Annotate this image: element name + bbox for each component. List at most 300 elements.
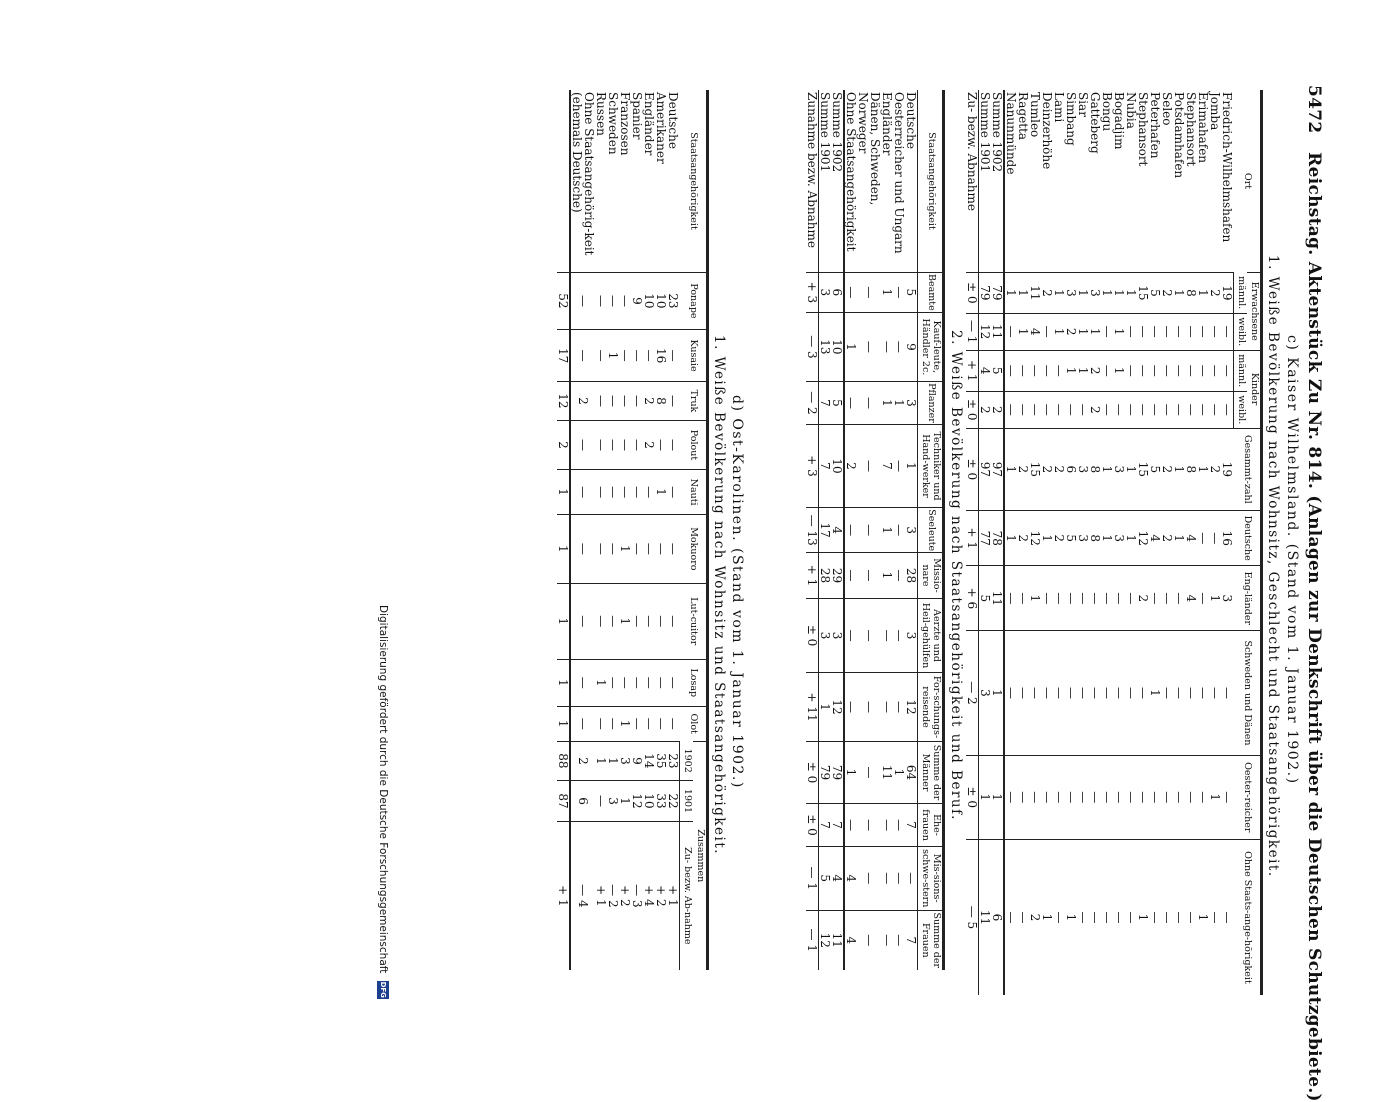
cell-value: —	[1221, 839, 1234, 995]
cell-value: —	[857, 741, 881, 804]
cell-value: —	[1041, 391, 1053, 428]
cell-value: 1	[1173, 273, 1185, 314]
cell-value: —	[1101, 566, 1113, 631]
col-header: Kinder	[1247, 350, 1261, 428]
cell-value: 6	[1065, 428, 1077, 510]
cell-value: 9	[631, 741, 643, 781]
cell-value: 16	[655, 329, 667, 381]
cell-value: 3	[1089, 273, 1101, 314]
cell-value: —	[857, 673, 881, 741]
table-row	[893, 90, 905, 970]
cell-value: —	[607, 514, 619, 583]
cell-value: —	[1125, 566, 1137, 631]
cell-value: —	[1185, 839, 1197, 995]
cell-value: 2	[1089, 350, 1101, 391]
cell-value: —	[607, 420, 619, 470]
col-header: Mis-sions-schwe-stern	[918, 846, 944, 910]
cell-value: —	[595, 583, 607, 659]
cell-value: 7	[819, 382, 832, 425]
cell-value: 1	[655, 470, 667, 515]
cell-value: 33	[655, 781, 667, 821]
cell-value: 1	[881, 382, 893, 425]
table-c2	[806, 90, 945, 970]
cell-value: 1	[1053, 273, 1065, 314]
header-text: Reichstag. Aktenstück Zu Nr. 814. (Anlagen zur Denkschrift über die Deutschen Schutzgebiete.)	[1304, 152, 1324, 1102]
cell-value: —	[857, 382, 881, 425]
cell-value: —	[844, 673, 857, 741]
cell-value: 1	[1197, 839, 1209, 995]
table-d1	[557, 90, 709, 970]
cell-value: —	[1149, 839, 1161, 995]
cell-value: —	[570, 420, 595, 470]
cell-value: 3	[905, 598, 918, 673]
cell-value: 1	[619, 781, 631, 821]
cell-value: 5	[819, 846, 832, 910]
cell-value: —	[631, 470, 643, 515]
sub-header: männl.	[1234, 350, 1247, 391]
cell-value: 2	[1029, 839, 1041, 995]
cell-value: —	[857, 804, 881, 847]
cell-value: —	[1113, 839, 1125, 995]
cell-value: 12	[979, 313, 992, 350]
cell-value: —	[643, 470, 655, 515]
cell-value: 2	[1053, 428, 1065, 510]
cell-value: —	[1137, 350, 1149, 391]
cell-value: 3	[1221, 566, 1234, 631]
cell-value: —	[1209, 391, 1221, 428]
sum-row	[979, 90, 992, 995]
cell-value: 52	[557, 273, 570, 330]
cell-value: —	[1125, 313, 1137, 350]
col-header: Summe der Frauen	[918, 910, 944, 970]
cell-value: 88	[557, 741, 570, 781]
cell-value: —	[570, 329, 595, 381]
cell-value: 2	[1053, 511, 1065, 566]
table-row	[1221, 90, 1234, 995]
cell-value: 3	[1113, 428, 1125, 510]
cell-value: 2	[643, 382, 655, 420]
row-label: Summe 1902	[831, 90, 844, 273]
cell-value: 1	[1004, 273, 1017, 314]
cell-value: 2	[1209, 273, 1221, 314]
row-label: Tumleo	[1028, 92, 1043, 138]
cell-value: 6	[991, 839, 1004, 995]
cell-value: —	[1065, 391, 1077, 428]
cell-value: —	[881, 312, 893, 381]
table-row	[1065, 90, 1077, 995]
row-label: Seleo	[1160, 92, 1175, 126]
cell-value: 1	[1113, 273, 1125, 314]
cell-value: 17	[557, 329, 570, 381]
cell-value: 1	[595, 741, 607, 781]
cell-value: —	[1053, 755, 1065, 839]
cell-value: —	[1173, 631, 1185, 755]
cell-value: —	[881, 846, 893, 910]
cell-value: 4	[831, 846, 844, 910]
cell-value: —	[881, 910, 893, 970]
cell-value: —	[607, 470, 619, 515]
cell-value: 35	[655, 741, 667, 781]
table-row	[1149, 90, 1161, 995]
cell-value: 2	[1089, 391, 1101, 428]
cell-value: 7	[905, 804, 918, 847]
cell-value: —	[607, 583, 619, 659]
cell-value: —	[667, 514, 680, 583]
cell-value: —	[1197, 313, 1209, 350]
cell-value: 1	[557, 659, 570, 706]
cell-value: 5	[905, 273, 918, 313]
row-label: Stephansort	[1136, 92, 1151, 167]
cell-value: 1	[595, 659, 607, 706]
cell-value: 1	[1029, 566, 1041, 631]
cell-value: —	[1077, 566, 1089, 631]
cell-value: ± 0	[966, 273, 979, 314]
cell-value: 11	[1029, 273, 1041, 314]
cell-value: —	[1029, 350, 1041, 391]
cell-value: 1	[1209, 755, 1221, 839]
cell-value: 1	[1197, 428, 1209, 510]
col-header: Beamte	[918, 273, 944, 313]
row-label: Oesterreicher und Ungarn	[892, 92, 907, 254]
cell-value: —	[619, 420, 631, 470]
cell-value: —	[881, 804, 893, 847]
cell-value: 19	[1221, 428, 1234, 510]
sum-row	[819, 90, 832, 970]
cell-value: 2	[570, 741, 595, 781]
row-label: Friedrich-Wilhelmshafen	[1220, 92, 1235, 243]
section-d-heading: d) Ost-Karolinen. (Stand vom 1. Januar 1902.)	[729, 395, 745, 789]
cell-value: —	[595, 420, 607, 470]
cell-value: 1	[1077, 313, 1089, 350]
cell-value: 1	[893, 741, 905, 804]
cell-value: + 1	[557, 821, 570, 970]
cell-value: 1	[1197, 273, 1209, 314]
cell-value: 16	[1221, 511, 1234, 566]
cell-value: 3	[905, 508, 918, 553]
cell-value: —	[643, 329, 655, 381]
cell-value: —	[655, 514, 667, 583]
cell-value: 97	[979, 428, 992, 510]
table-c1-caption: 1. Weiße Bevölkerung nach Wohnsitz, Geschlecht und Staatsangehörigkeit.	[1265, 255, 1281, 878]
cell-value: 2	[1041, 273, 1053, 314]
cell-value: —	[1221, 755, 1234, 839]
cell-value: —	[1004, 631, 1017, 755]
cell-value: ± 0	[806, 741, 819, 804]
cell-value: 8	[1089, 511, 1101, 566]
cell-value: — 2	[607, 821, 619, 970]
table-row	[643, 90, 655, 970]
cell-value: 1	[1137, 839, 1149, 995]
cell-value: —	[667, 583, 680, 659]
cell-value: 6	[831, 273, 844, 313]
cell-value: —	[1209, 631, 1221, 755]
col-header: Techniker und Hand-werker	[918, 424, 944, 507]
cell-value: 7	[881, 424, 893, 507]
cell-value: 28	[819, 553, 832, 599]
cell-value: —	[1041, 755, 1053, 839]
cell-value: — 1	[806, 910, 819, 970]
cell-value: 12	[1137, 511, 1149, 566]
cell-value: —	[1173, 755, 1185, 839]
row-label: Franzosen	[618, 92, 633, 156]
cell-value: —	[655, 420, 667, 470]
cell-value: 1	[1173, 511, 1185, 566]
cell-value: 1	[1113, 313, 1125, 350]
cell-value: 23	[667, 273, 680, 330]
diff-row	[966, 90, 979, 995]
row-label: Peterhafen	[1148, 92, 1163, 159]
cell-value: 3	[1065, 273, 1077, 314]
table-row	[1077, 90, 1089, 995]
col-header: Kusaie	[680, 329, 708, 381]
table-c1	[966, 90, 1263, 995]
cell-value: —	[1017, 839, 1029, 995]
cell-value: 1	[557, 706, 570, 741]
cell-value: 3	[619, 741, 631, 781]
row-label: Amerikaner	[654, 92, 669, 164]
cell-value: 1	[1017, 273, 1029, 314]
col-header: Aerzte und Heil-gehülfen	[918, 598, 944, 673]
cell-value: 1	[1065, 839, 1077, 995]
row-label: Russen	[594, 92, 609, 136]
row-label: Erimahafen	[1196, 92, 1211, 164]
cell-value: —	[1161, 566, 1173, 631]
cell-value: —	[1017, 631, 1029, 755]
cell-value: 10	[831, 424, 844, 507]
cell-value: —	[595, 514, 607, 583]
col-header: Missio-nare	[918, 553, 944, 599]
col-header: Nauti	[680, 470, 708, 515]
cell-value: —	[631, 583, 643, 659]
cell-value: —	[1004, 391, 1017, 428]
cell-value: 5	[1149, 428, 1161, 510]
col-header: Gesammt-zahl	[1234, 428, 1262, 510]
cell-value: 5	[1065, 511, 1077, 566]
cell-value: 4	[979, 350, 992, 391]
cell-value: 1	[1077, 273, 1089, 314]
cell-value: —	[1101, 839, 1113, 995]
cell-value: —	[667, 329, 680, 381]
cell-value: —	[1017, 391, 1029, 428]
cell-value: —	[595, 470, 607, 515]
cell-value: —	[643, 583, 655, 659]
cell-value: — 2	[966, 631, 979, 755]
cell-value: 3	[1113, 511, 1125, 566]
cell-value: —	[1004, 350, 1017, 391]
cell-value: 11	[831, 910, 844, 970]
cell-value: —	[631, 329, 643, 381]
cell-value: —	[893, 508, 905, 553]
cell-value: 2	[557, 420, 570, 470]
cell-value: 1	[1053, 313, 1065, 350]
row-label: Spanier	[630, 92, 645, 140]
cell-value: —	[1089, 631, 1101, 755]
cell-value: —	[1017, 350, 1029, 391]
cell-value: ± 0	[966, 428, 979, 510]
row-label: Engländer	[642, 92, 657, 156]
cell-value: 2	[991, 391, 1004, 428]
cell-value: —	[1173, 566, 1185, 631]
cell-value: —	[1149, 313, 1161, 350]
cell-value: 1	[905, 424, 918, 507]
cell-value: 22	[667, 781, 680, 821]
table-row	[595, 90, 607, 970]
cell-value: 1	[844, 312, 857, 381]
row-label: Lami	[1052, 92, 1067, 123]
row-label: Ohne Staatsangehörig-keit (ehemals Deutsche)	[570, 92, 597, 256]
col-header: Staatsangehörigkeit	[688, 132, 700, 230]
cell-value: 1	[619, 514, 631, 583]
cell-value: 5	[831, 382, 844, 425]
cell-value: —	[1137, 313, 1149, 350]
cell-value: —	[1137, 391, 1149, 428]
cell-value: —	[893, 673, 905, 741]
cell-value: —	[595, 706, 607, 741]
cell-value: —	[619, 329, 631, 381]
cell-value: 87	[557, 781, 570, 821]
table-row	[905, 90, 918, 970]
table-row	[667, 90, 680, 970]
cell-value: 7	[819, 424, 832, 507]
cell-value: —	[1173, 839, 1185, 995]
cell-value: —	[844, 382, 857, 425]
table-row	[1029, 90, 1041, 995]
cell-value: —	[893, 312, 905, 381]
cell-value: 1	[1065, 350, 1077, 391]
cell-value: —	[1041, 313, 1053, 350]
cell-value: + 1	[595, 821, 607, 970]
cell-value: —	[1161, 755, 1173, 839]
cell-value: —	[631, 420, 643, 470]
cell-value: —	[1149, 566, 1161, 631]
cell-value: 10	[643, 781, 655, 821]
cell-value: 9	[905, 312, 918, 381]
cell-value: ± 0	[806, 804, 819, 847]
cell-value: —	[619, 659, 631, 706]
cell-value: —	[1065, 755, 1077, 839]
cell-value: —	[1004, 566, 1017, 631]
row-label: Simbang	[1064, 92, 1079, 146]
cell-value: 79	[831, 741, 844, 804]
cell-value: 7	[831, 804, 844, 847]
col-header: Staatsangehörigkeit	[918, 90, 944, 273]
cell-value: —	[1041, 566, 1053, 631]
cell-value: —	[667, 659, 680, 706]
cell-value: —	[595, 273, 607, 330]
cell-value: 3	[831, 598, 844, 673]
row-label: Potsdamhafen	[1172, 92, 1187, 179]
cell-value: 3	[819, 273, 832, 313]
row-label: Jomba	[1208, 92, 1223, 131]
cell-value: 8	[1185, 273, 1197, 314]
col-header: Oester-reicher	[1234, 755, 1262, 839]
cell-value: + 2	[619, 821, 631, 970]
cell-value: —	[1113, 755, 1125, 839]
cell-value: 1	[1113, 350, 1125, 391]
cell-value: —	[607, 706, 619, 741]
cell-value: 2	[643, 420, 655, 470]
sum-row	[991, 90, 1004, 995]
cell-value: —	[1137, 755, 1149, 839]
cell-value: 1	[607, 741, 619, 781]
cell-value: —	[1053, 350, 1065, 391]
sum-row	[831, 90, 844, 970]
cell-value: —	[570, 470, 595, 515]
cell-value: —	[1053, 839, 1065, 995]
cell-value: 10	[655, 273, 667, 330]
cell-value: —	[570, 659, 595, 706]
cell-value: 1	[844, 741, 857, 804]
cell-value: —	[1185, 631, 1197, 755]
cell-value: 4	[844, 846, 857, 910]
row-label: Stephansort	[1184, 92, 1199, 167]
cell-value: 1	[819, 673, 832, 741]
cell-value: 10	[643, 273, 655, 330]
cell-value: —	[1029, 755, 1041, 839]
table-row	[619, 90, 631, 970]
cell-value: + 1	[966, 511, 979, 566]
cell-value: —	[667, 706, 680, 741]
cell-value: 2	[1017, 428, 1029, 510]
cell-value: 79	[819, 741, 832, 804]
cell-value: 1	[881, 273, 893, 313]
cell-value: 28	[905, 553, 918, 599]
cell-value: —	[1077, 755, 1089, 839]
cell-value: —	[1004, 313, 1017, 350]
col-header: Kauf-leute, Händler 2c.	[918, 312, 944, 381]
cell-value: — 1	[966, 313, 979, 350]
cell-value: 2	[1161, 273, 1173, 314]
cell-value: —	[893, 553, 905, 599]
cell-value: —	[1053, 631, 1065, 755]
cell-value: —	[607, 273, 619, 330]
row-label: Zu- bezw. Abnahme	[966, 90, 979, 273]
cell-value: 2	[1017, 511, 1029, 566]
row-label: Zunahme bezw. Abnahme	[806, 90, 819, 273]
row-label: Schweden	[606, 92, 621, 155]
cell-value: —	[1209, 350, 1221, 391]
cell-value: —	[1089, 839, 1101, 995]
table-row	[570, 90, 595, 970]
cell-value: —	[1077, 391, 1089, 428]
table-c2-caption: 2. Weiße Bevölkerung nach Staatsangehörigkeit und Beruf.	[948, 330, 964, 821]
cell-value: —	[1125, 631, 1137, 755]
cell-value: —	[893, 598, 905, 673]
cell-value: —	[1089, 755, 1101, 839]
cell-value: —	[1209, 839, 1221, 995]
cell-value: —	[667, 470, 680, 515]
cell-value: —	[1029, 391, 1041, 428]
cell-value: 2	[1161, 511, 1173, 566]
cell-value: 11	[881, 741, 893, 804]
cell-value: 1	[1149, 631, 1161, 755]
cell-value: —	[844, 553, 857, 599]
cell-value: 4	[831, 508, 844, 553]
cell-value: 1	[1004, 428, 1017, 510]
row-label: Siar	[1076, 92, 1091, 117]
cell-value: —	[1161, 391, 1173, 428]
cell-value: —	[1221, 313, 1234, 350]
cell-value: —	[1173, 391, 1185, 428]
cell-value: —	[643, 706, 655, 741]
cell-value: —	[570, 706, 595, 741]
cell-value: + 3	[806, 424, 819, 507]
cell-value: —	[844, 598, 857, 673]
cell-value: + 1	[806, 553, 819, 599]
cell-value: —	[881, 598, 893, 673]
cell-value: 2	[1065, 313, 1077, 350]
col-header: Pflanzer	[918, 382, 944, 425]
